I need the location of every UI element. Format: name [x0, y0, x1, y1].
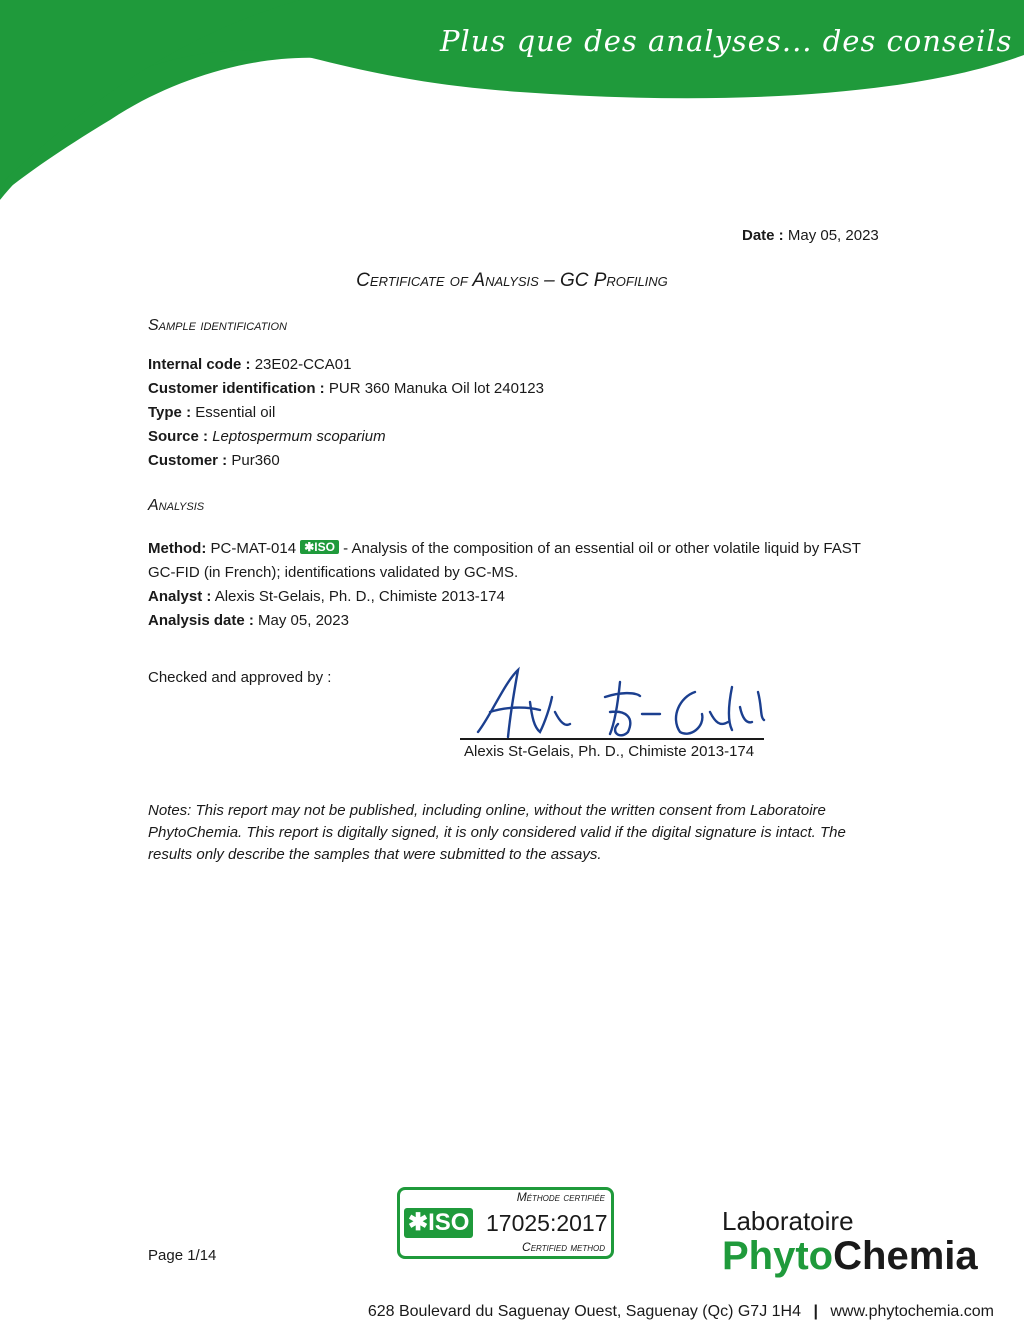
- date-value: May 05, 2023: [787, 227, 879, 244]
- footer: [0, 1303, 994, 1321]
- company-logo: [722, 1234, 978, 1279]
- signer-name: Alexis St-Gelais, Ph. D., Chimiste 2013-174: [464, 743, 755, 760]
- analyst-value: Alexis St-Gelais, Ph. D., Chimiste 2013-174: [214, 588, 505, 605]
- report-date: [742, 227, 879, 244]
- analysis-heading: Analysis: [148, 497, 205, 514]
- iso-mark: ✱ISO: [404, 1208, 473, 1238]
- field-customer-identification: [148, 380, 544, 397]
- field-label: Customer identification :: [148, 380, 325, 397]
- field-source: [148, 428, 386, 445]
- handwritten-signature: [470, 662, 770, 744]
- method-block: [148, 537, 878, 633]
- field-value: 23E02-CCA01: [254, 356, 352, 373]
- field-customer: [148, 452, 280, 469]
- iso-cert-bottom-text: Certified method: [522, 1240, 605, 1254]
- analyst-label: Analyst :: [148, 588, 212, 605]
- iso-certification-badge: [397, 1187, 614, 1259]
- field-value: Leptospermum scoparium: [212, 428, 386, 445]
- field-label: Customer :: [148, 452, 228, 469]
- iso-number: 17025:2017: [486, 1210, 608, 1236]
- header-tagline: Plus que des analyses... des conseils: [440, 24, 1013, 58]
- field-value: PUR 360 Manuka Oil lot 240123: [328, 380, 544, 397]
- logo-line1: Laboratoire: [722, 1206, 854, 1236]
- field-type: [148, 404, 275, 421]
- field-value: Essential oil: [195, 404, 276, 421]
- field-internal-code: [148, 356, 351, 373]
- signature-line: [460, 738, 764, 740]
- logo-part-green: Phyto: [722, 1234, 834, 1278]
- footer-address: 628 Boulevard du Saguenay Ouest, Saguenay (Qc) G7J 1H4: [367, 1303, 801, 1320]
- field-value: Pur360: [231, 452, 280, 469]
- sample-heading: Sample identification: [148, 317, 287, 334]
- analysis-date-value: May 05, 2023: [258, 612, 349, 629]
- field-label: Internal code :: [148, 356, 251, 373]
- approved-by-label: Checked and approved by :: [148, 669, 332, 686]
- method-label: Method:: [148, 540, 207, 557]
- page-number: Page 1/14: [148, 1247, 217, 1264]
- field-label: Source :: [148, 428, 209, 445]
- method-description: - Analysis of the composition of an essential oil or other volatile liquid by FAST GC-FID (in French); identifications validated by GC-MS.: [148, 540, 861, 581]
- footer-website[interactable]: www.phytochemia.com: [830, 1303, 994, 1320]
- logo-part-dark: Chemia: [833, 1234, 978, 1278]
- date-label: Date :: [742, 227, 784, 244]
- notes-paragraph: Notes: This report may not be published, including online, without the written consent from Laboratoire PhytoChemia. This report is digitally signed, it is only considered valid if the digital signature is intact. The results only describe the samples that were submitted to the assays.: [148, 802, 846, 863]
- iso-badge: ✱ISO: [300, 540, 339, 554]
- method-code: PC-MAT-014: [210, 540, 297, 557]
- footer-separator: |: [813, 1303, 818, 1320]
- document-title: Certificate of Analysis – GC Profiling: [356, 270, 668, 291]
- field-label: Type :: [148, 404, 192, 421]
- analysis-date-label: Analysis date :: [148, 612, 254, 629]
- iso-cert-top-text: Méthode certifiée: [516, 1190, 605, 1204]
